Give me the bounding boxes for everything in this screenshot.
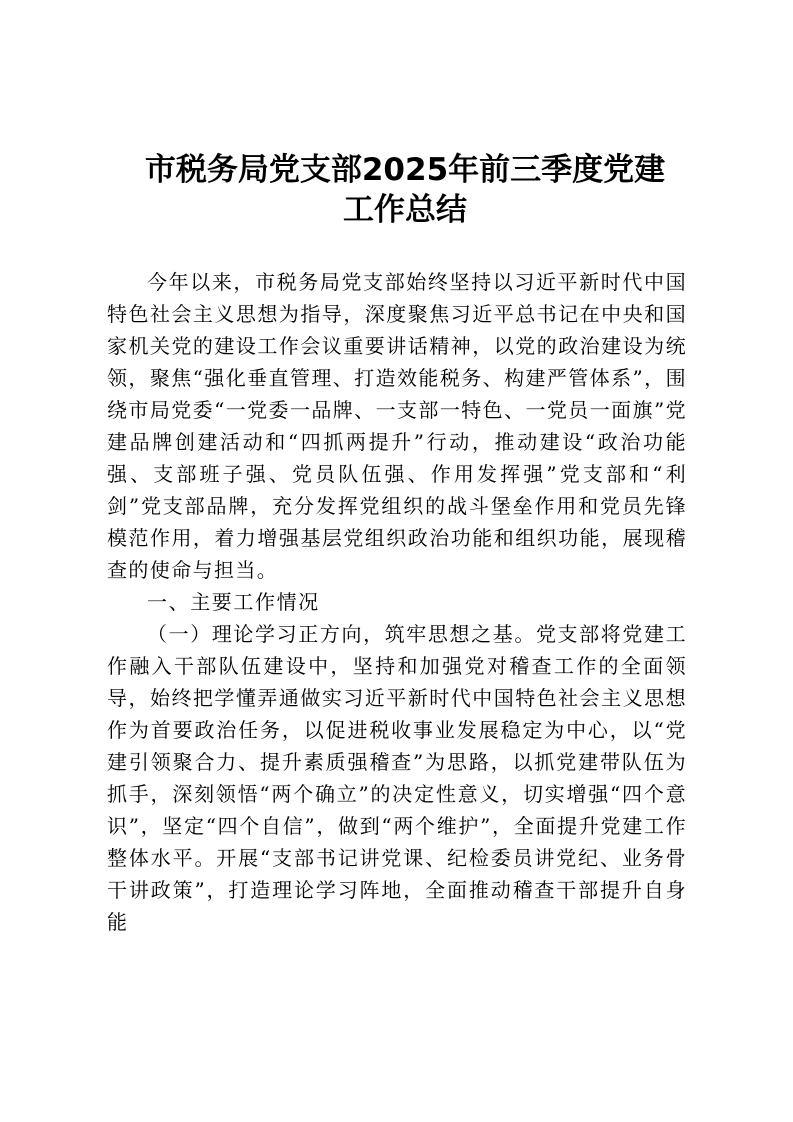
document-body <box>107 266 687 938</box>
section1-paragraph-theory-study: （一）理论学习正方向，筑牢思想之基。党支部将党建工作融入干部队伍建设中，坚持和加强党对稽查工作的全面领导，始终把学懂弄通做实习近平新时代中国特色社会主义思想作为首要政治任务，以促进税收事业发展稳定为中心，以“党建引领聚合力、提升素质强稽查”为思路，以抓党建带队伍为抓手，深刻领悟“两个确立”的决定性意义，切实增强“四个意识”，坚定“四个自信”，做到“两个维护”，全面提升党建工作整体水平。开展“支部书记讲党课、纪检委员讲党纪、业务骨干讲政策”，打造理论学习阵地，全面推动稽查干部提升自身能 <box>107 622 687 934</box>
document-title <box>110 150 700 230</box>
title-line-2: 工作总结 <box>343 192 467 228</box>
intro-paragraph: 今年以来，市税务局党支部始终坚持以习近平新时代中国特色社会主义思想为指导，深度聚焦习近平总书记在中央和国家机关党的建设工作会议重要讲话精神，以党的政治建设为统领，聚焦“强化垂直管理、打造效能税务、构建严管体系”，围绕市局党委“一党委一品牌、一支部一特色、一党员一面旗”党建品牌创建活动和“四抓两提升”行动，推动建设“政治功能强、支部班子强、党员队伍强、作用发挥强”党支部和“利剑”党支部品牌，充分发挥党组织的战斗堡垒作用和党员先锋模范作用，着力增强基层党组织政治功能和组织功能，展现稽查的使命与担当。 <box>107 270 687 582</box>
section-heading-main-work: 一、主要工作情况 <box>147 590 320 614</box>
title-line-1: 市税务局党支部2025年前三季度党建 <box>144 152 666 188</box>
